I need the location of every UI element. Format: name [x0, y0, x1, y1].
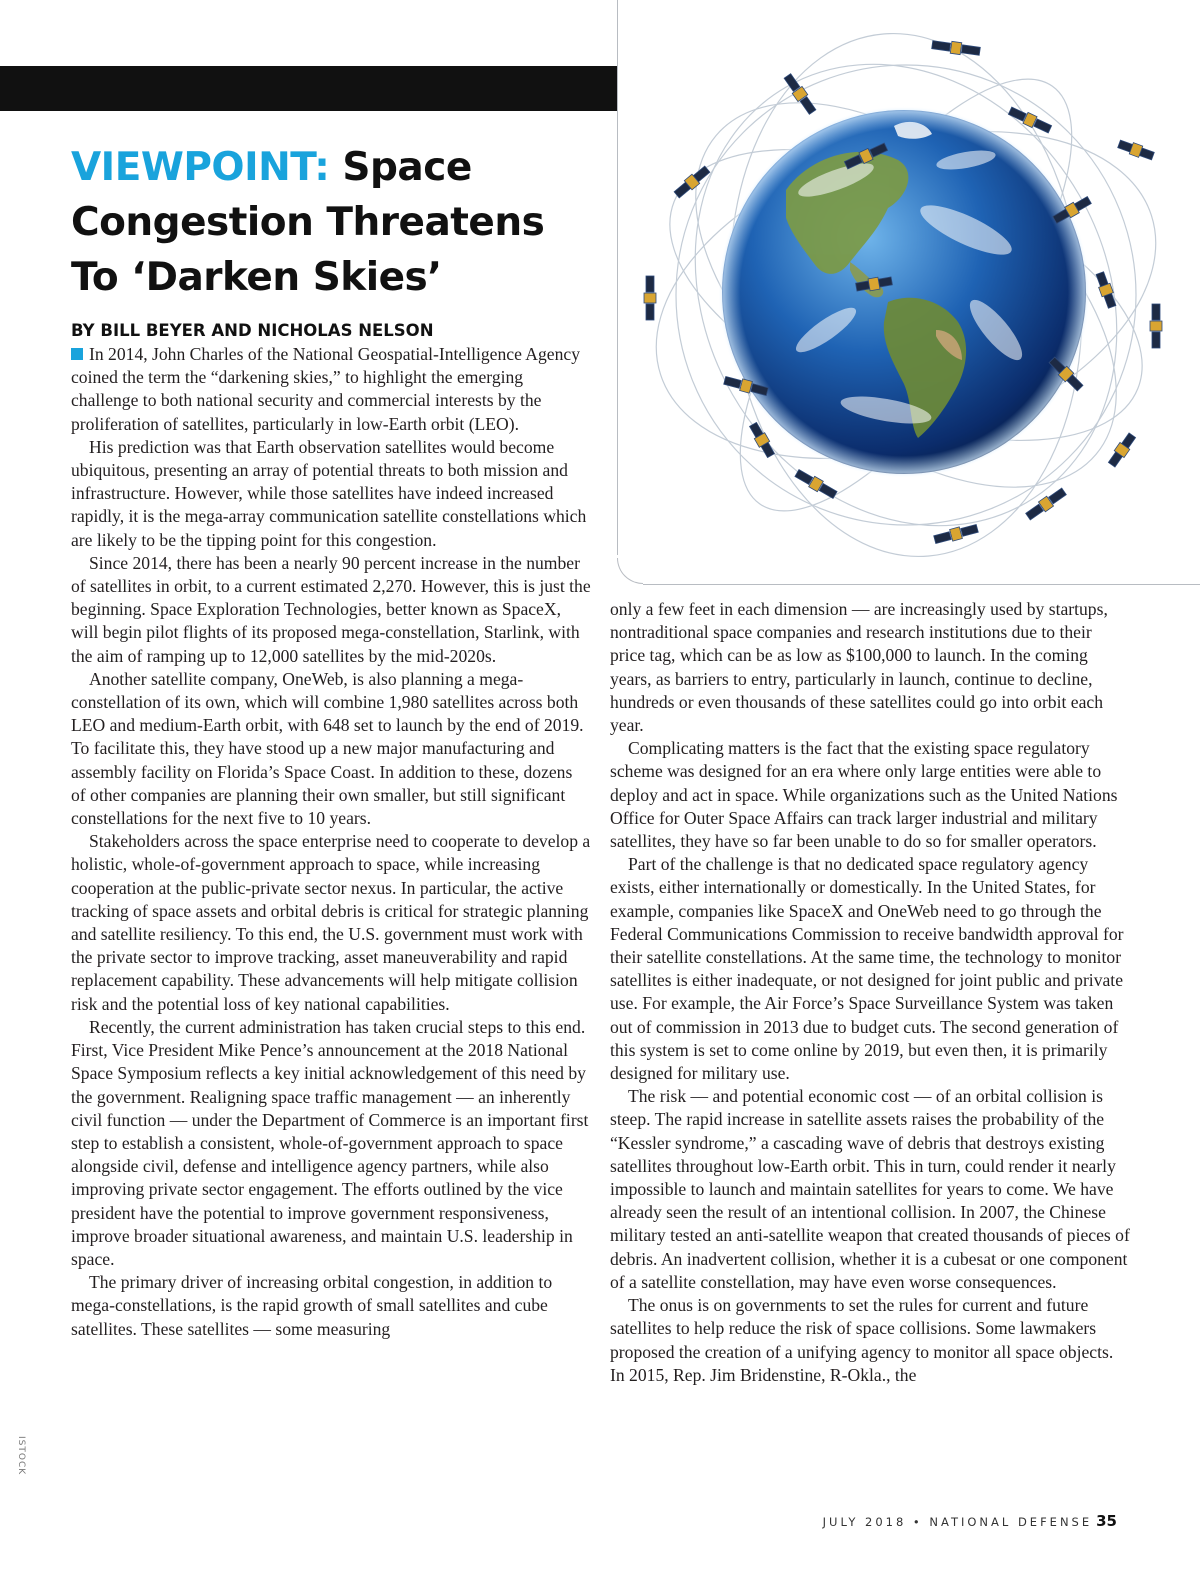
paragraph: only a few feet in each dimension — are increasingly used by startups, nontraditional space companies and research institutions due to their price tag, which can be as low as $100,000 to launch. In the coming years, as barriers to entry, particularly in launch, continue to decline, hundreds or even thousands of these satellites could go into orbit each year.: [610, 599, 1108, 736]
paragraph: Stakeholders across the space enterprise need to cooperate to develop a holistic, whole-of-government approach to space, while increasing cooperation at the public-private sector nexus. In particular, the active tracking of space assets and orbital debris is critical for strategic planning and satellite resiliency. To this end, the U.S. government must work with the private sector to improve tracking, asset maneuverability and rapid replacement capability. These advancements will help mitigate collision risk and the potential loss of key national capabilities.: [71, 831, 591, 1014]
byline: BY BILL BEYER AND NICHOLAS NELSON: [71, 321, 434, 340]
paragraph: Recently, the current administration has taken crucial steps to this end. First, Vice President Mike Pence’s announcement at the 2018 National Space Symposium reflects a key initial acknowledgement of this need by the government. Realigning space traffic management — an inherently civil function — under the Department of Commerce is an important first step to establish a consistent, whole-of-government approach to space alongside civil, defense and intelligence agency partners, while also improving private sector engagement. The efforts outlined by the vice president have the potential to improve government responsiveness, improve broader situational awareness, and maintain U.S. leadership in space.: [71, 1016, 589, 1269]
article-headline: [71, 140, 591, 305]
page-folio: [823, 1512, 1117, 1530]
page-number: 35: [1096, 1512, 1117, 1530]
paragraph: The primary driver of increasing orbital congestion, in addition to mega-constellations, is the rapid growth of small satellites and cube satellites. These satellites — some measuring: [71, 1272, 553, 1339]
section-square-icon: [71, 348, 83, 360]
paragraph: The risk — and potential economic cost — of an orbital collision is steep. The rapid increase in satellite assets raises the probability of the “Kessler syndrome,” a cascading wave of debris that destroys existing satellites throughout low-Earth orbit. This in turn, could render it nearly impossible to launch and maintain satellites for years to come. We have already seen the result of an intentional collision. In 2007, the Chinese military tested an anti-satellite weapon that created thousands of pieces of debris. An inadvertent collision, whether it is a cubesat or one component of a satellite constellation, may have even worse consequences.: [610, 1086, 1130, 1292]
headline-kicker: VIEWPOINT:: [71, 145, 330, 190]
paragraph: Part of the challenge is that no dedicated space regulatory agency exists, either internationally or domestically. In the United States, for example, companies like SpaceX and OneWeb need to go through the Federal Communications Commission to receive bandwidth approval for their satellite constellations. At the same time, the technology to monitor satellites is either inadequate, or not designed for joint public and private use. For example, the Air Force’s Space Surveillance System was taken out of commission in 2013 due to budget cuts. The second generation of this system is set to come online by 2019, but even then, it is primarily designed for military use.: [610, 854, 1124, 1084]
article-column-right: [610, 598, 1130, 1387]
paragraph: Since 2014, there has been a nearly 90 percent increase in the number of satellites in orbit, to a current estimated 2,270. However, this is just the beginning. Space Exploration Technologies, better known as SpaceX, will begin pilot flights of its proposed mega-constellation, Starlink, with the aim of ramping up to 12,000 satellites by the mid-2020s.: [71, 552, 591, 666]
image-frame-bottom: [643, 584, 1200, 585]
image-frame-left: [617, 0, 618, 555]
paragraph: Complicating matters is the fact that the existing space regulatory scheme was designed for an era where only large entities were able to deploy and act in space. While organizations such as the United Nations Office for Outer Space Affairs can track larger industrial and military satellites, they have so far been unable to do so for smaller operators.: [610, 738, 1118, 852]
article-column-left: [71, 343, 591, 1341]
folio-issue: JULY 2018 • NATIONAL DEFENSE: [822, 1515, 1093, 1529]
paragraph: The onus is on governments to set the rules for current and future satellites to help reduce the risk of space collisions. Some lawmakers proposed the creation of a unifying agency to monitor all space objects. In 2015, Rep. Jim Bridenstine, R-Okla., the: [610, 1295, 1114, 1385]
image-frame-corner: [617, 558, 643, 584]
paragraph: Another satellite company, OneWeb, is also planning a mega-constellation of its own, which will combine 1,980 satellites across both LEO and medium-Earth orbit, with 648 set to launch by the end of 2019. To facilitate this, they have stood up a new major manufacturing and assembly facility on Florida’s Space Coast. In addition to these, dozens of other companies are planning their own smaller, but still significant constellations for the next five to 10 years.: [71, 668, 584, 829]
paragraph-text: In 2014, John Charles of the National Geospatial-Intelligence Agency coined the term the “darkening skies,” to highlight the emerging challenge to both national security and commercial interests by the proliferation of satellites, particularly in low-Earth orbit (LEO).: [71, 344, 581, 434]
header-bar: [0, 66, 617, 111]
paragraph: His prediction was that Earth observation satellites would become ubiquitous, presenting an array of potential threats to both mission and infrastructure. However, while those satellites have indeed increased rapidly, it is the mega-array communication satellite constellations which are likely to be the tipping point for this congestion.: [71, 436, 587, 550]
headline-title: Space Congestion Threatens To ‘Darken Skies’: [71, 145, 545, 300]
earth-satellites-illustration: [636, 30, 1176, 560]
photo-credit: ISTOCK: [16, 1436, 26, 1476]
paragraph: [71, 343, 591, 436]
